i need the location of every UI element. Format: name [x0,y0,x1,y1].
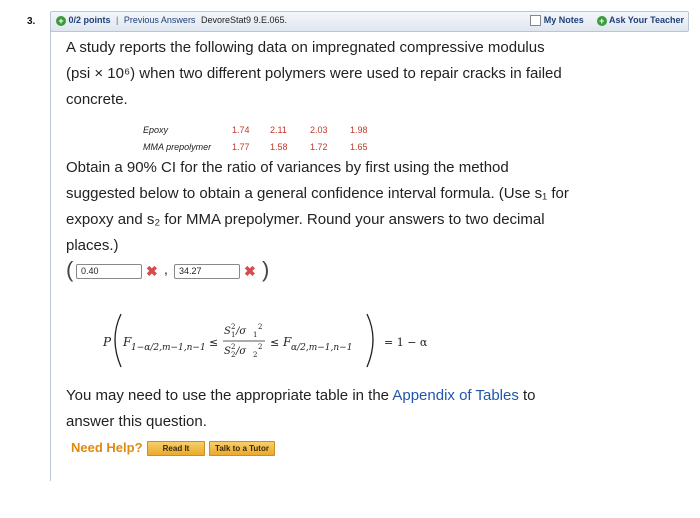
denominator-s-sup: 2 [231,343,236,351]
appendix-line-2: answer this question. [66,413,207,430]
question-number: 3. [27,16,36,27]
header-left [56,15,287,26]
prompt-text [66,155,681,259]
lower-incorrect-icon: ✖ [146,263,158,279]
read-it-button[interactable]: Read It [147,441,205,456]
appendix-link[interactable]: Appendix of Tables [392,387,519,404]
need-help-label: Need Help? [71,440,143,455]
table-cell: 2.03 [310,125,328,135]
numerator-s: S [224,326,231,337]
prompt-line-2: suggested below to obtain a general confidence interval formula. (Use s₁ for [66,185,569,202]
denominator-s: S [224,346,231,357]
numerator-s-sup: 2 [231,323,236,331]
lower-bound-input[interactable]: 0.40 [76,264,142,279]
appendix-line-1 [66,383,681,409]
formula-le-2: ≤ [270,336,280,349]
ask-teacher-button[interactable]: Ask Your Teacher [608,15,684,25]
separator: | [116,15,119,25]
ci-formula [51,299,688,379]
plus-circle-icon[interactable]: + [56,16,66,26]
formula-p: P [103,335,112,349]
formula-f-left: F [123,335,132,349]
appendix-pre: You may need to use the appropriate table in the [66,387,393,404]
open-paren: ( [66,257,74,282]
appendix-post: to [518,387,536,404]
previous-answers-link[interactable]: Previous Answers [123,15,196,25]
intro-line-1: A study reports the following data on impregnated compressive modulus [66,39,545,56]
source-label: DevoreStat9 9.E.065. [200,15,288,25]
table-cell: 1.72 [310,142,328,152]
question-header [50,11,689,32]
formula-f-right-sub: α/2,m−1,n−1 [291,343,353,353]
denominator-sigma-sup: 2 [258,343,263,351]
formula-rhs: = 1 − α [384,336,428,349]
close-paren: ) [262,257,270,282]
prompt-line-4: places.) [66,237,119,254]
denominator-sigma-sub: 2 [253,351,258,359]
formula-le-1: ≤ [209,336,219,349]
denominator-s-sub: 2 [231,351,236,359]
row-label-mma: MMA prepolymer [143,142,212,152]
appendix-text [66,383,681,435]
formula-f-left-sub: 1−α/2,m−1,n−1 [131,343,206,353]
talk-to-tutor-button[interactable]: Talk to a Tutor [209,441,275,456]
upper-incorrect-icon: ✖ [244,263,256,279]
header-right [530,15,684,26]
intro-line-2: (psi × 10⁶) when two different polymers were used to repair cracks in failed [66,65,562,82]
numerator-sigma-sub: 1 [253,331,258,339]
ask-teacher-plus-icon[interactable]: + [597,16,607,26]
denominator-sigma: /σ [236,346,247,357]
prompt-line-1: Obtain a 90% CI for the ratio of variances by first using the method [66,159,509,176]
notes-icon[interactable] [530,15,541,26]
numerator-s-sub: 1 [231,331,236,339]
row-label-epoxy: Epoxy [143,125,169,135]
table-cell: 1.98 [350,125,368,135]
numerator-sigma: /σ [236,326,247,337]
numerator-sigma-sup: 2 [258,323,263,331]
upper-bound-input[interactable]: 34.27 [174,264,240,279]
formula-f-right: F [283,335,292,349]
table-cell: 1.77 [232,142,250,152]
my-notes-button[interactable]: My Notes [543,15,584,25]
table-cell: 1.65 [350,142,368,152]
formula-left-paren [115,314,121,367]
question-body [50,31,688,481]
intro-text [66,35,681,113]
intro-line-3: concrete. [66,91,128,108]
answer-comma: , [164,261,168,277]
table-cell: 1.74 [232,125,250,135]
table-cell: 1.58 [270,142,288,152]
prompt-line-3: expoxy and s₂ for MMA prepolymer. Round your answers to two decimal [66,211,545,228]
points-label: 0/2 points [68,15,111,25]
table-cell: 2.11 [270,125,287,135]
formula-right-paren [367,314,373,367]
